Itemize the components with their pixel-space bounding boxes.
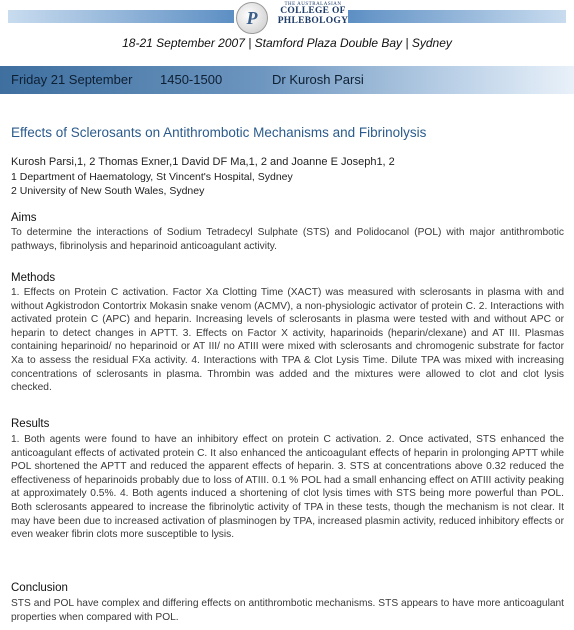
- conference-header: [0, 0, 574, 58]
- conclusion-text: STS and POL have complex and differing effects on antithrombotic mechanisms. STS appears to have more anticoagulant properties when compared with POL.: [11, 598, 564, 623]
- results-heading: Results: [11, 418, 50, 430]
- college-name-line2: PHLEBOLOGY: [277, 15, 349, 26]
- college-logo-icon: P: [236, 2, 268, 34]
- paper-title: Effects of Sclerosants on Antithrombotic Mechanisms and Fibrinolysis: [11, 125, 427, 140]
- session-speaker: Dr Kurosh Parsi: [272, 72, 364, 87]
- affiliation-1: 1 Department of Haematology, St Vincent's Hospital, Sydney: [11, 171, 293, 183]
- author-list: Kurosh Parsi,1, 2 Thomas Exner,1 David DF Ma,1, 2 and Joanne E Joseph1, 2: [11, 156, 395, 168]
- session-bar: [0, 66, 574, 94]
- session-time: 1450-1500: [160, 72, 223, 87]
- header-bar-left: [8, 10, 234, 23]
- session-date: Friday 21 September: [11, 72, 133, 87]
- college-name-small: THE AUSTRALASIAN: [284, 2, 342, 7]
- methods-text: 1. Effects on Protein C activation. Factor Xa Clotting Time (XACT) was measured with sclerosants in plasma with and without Agkistrodon Contortrix Mokasin snake venom (ACMV), a non-physiologic activator of protein C. 2. Interactions with activated protein C (APC) and heparin. Increasing levels of sclerosants in plasma were tested with and without APC or heparin to detect changes in APTT. 3. Effects on Factor X activity, haparinoids (heparin/clexane) and AT III. Plasmas containing heparinoid/ no heparinoid or AT III/ no ATIII were mixed with sclerosants and chromogenic substrate for factor Xa to assess the residual FXa activity. 4. Interactions with TPA & Clot Lysis Time. Dilute TPA was mixed with increasing concentrations of sclerosants in plasma. Thrombin was added and the mixtures were allowed to clot and clot lysis checked.: [11, 287, 564, 394]
- event-details: 18-21 September 2007 | Stamford Plaza Double Bay | Sydney: [122, 36, 452, 50]
- affiliation-2: 2 University of New South Wales, Sydney: [11, 185, 205, 197]
- results-text: 1. Both agents were found to have an inhibitory effect on protein C activation. 2. Once activated, STS enhanced the anticoagulant effects of activated protein C. It also enhanced the anticoagulant effects of heparin in prolonging APTT while POL shortened the APTT and reduced the apparent effects of heparin. 3. STS at concentrations above 0.32 reduced the effectiveness of heparinoids probably due to loss of ATIII. 0.1 % POL had a small enhancing effect on ATIII activity peaking at approximately 0.5%. 4. Both agents induced a shortening of clot lysis times with STS being more powerful than POL. Both sclerosants appeared to increase the fibrinolytic activity of TPA in these tests, though the mechanism is not clear. It may have been due to increased activation of plasminogen by TPA, increased plasmin activity, reduced inhibitory effects or even weaker fibrin clots more susceptible to lysis.: [11, 434, 564, 541]
- aims-heading: Aims: [11, 212, 37, 224]
- college-name-line1: COLLEGE OF: [280, 6, 346, 16]
- header-bar-right: [348, 10, 566, 23]
- methods-heading: Methods: [11, 272, 56, 284]
- college-name: [268, 2, 358, 26]
- conclusion-heading: Conclusion: [11, 582, 68, 594]
- aims-text: To determine the interactions of Sodium Tetradecyl Sulphate (STS) and Polidocanol (POL) with major antithrombotic pathways, fibrinolysis and heparinoid anticoagulant activity.: [11, 227, 564, 252]
